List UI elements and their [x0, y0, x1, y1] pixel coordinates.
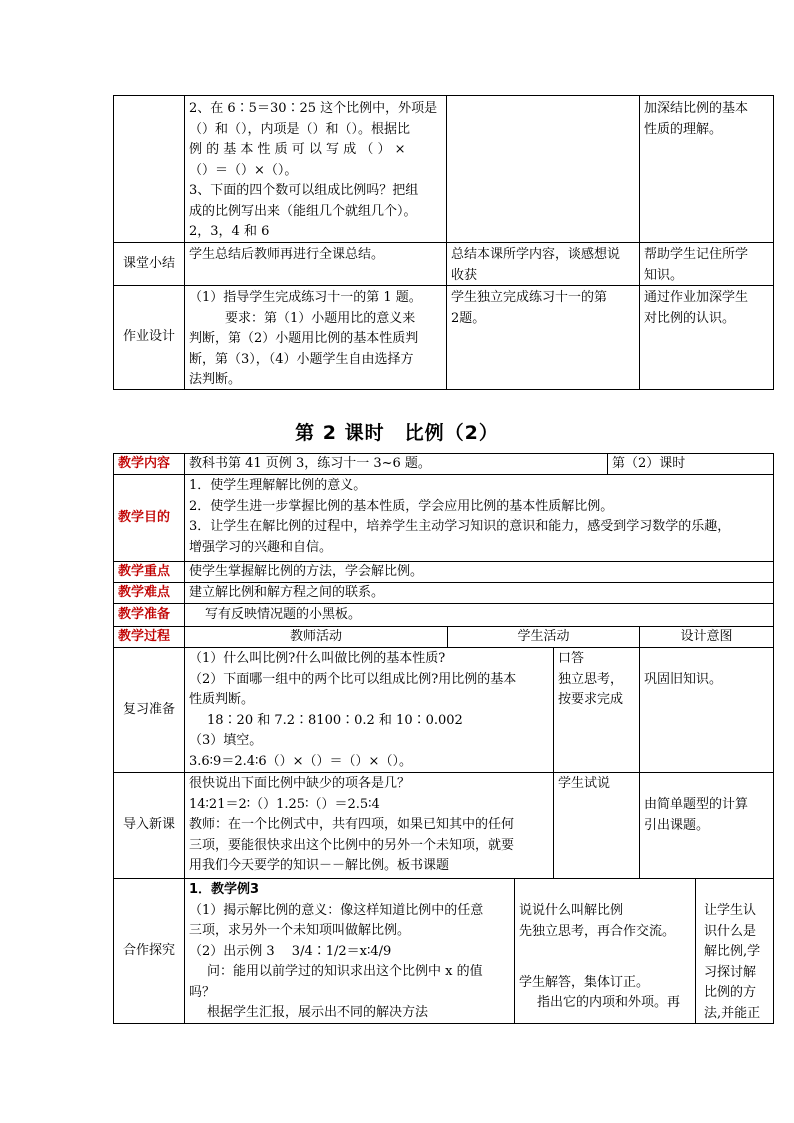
student-line: 学生试说 [558, 776, 611, 791]
intro-student [553, 772, 640, 879]
explore-teacher [184, 878, 515, 1024]
intent-line: 对比例的认识。 [644, 310, 736, 326]
homework-line: 法判断。 [189, 372, 242, 387]
prep-text [184, 603, 774, 627]
student-line: 2题。 [451, 310, 486, 326]
intent-line: 法,并能正 [704, 1005, 761, 1021]
explore-line [189, 880, 510, 901]
goal-line: 2．使学生进一步掌握比例的基本性质，学会应用比例的基本性质解比例。 [189, 498, 614, 514]
intro-line: 三项，要能很快求出这个比例中的另外一个未知项，就要 [189, 837, 515, 853]
student-line: 学生独立完成练习十一的第 [451, 290, 608, 305]
explore-label: 合作探究 [113, 878, 185, 1024]
goals-text [184, 474, 774, 562]
intent-line: 识什么是 [704, 923, 757, 939]
lesson-title: 第 2 课时 比例（2） [295, 422, 499, 444]
explore-line: （1）揭示解比例的意义：像这样知道比例中的任意 [189, 902, 484, 918]
student-line: 总结本课所学内容，谈感想说 [451, 247, 621, 262]
student-line: 说说什么叫解比例 [519, 903, 624, 918]
explore-intent [695, 878, 774, 1024]
review-line: （2）下面哪一组中的两个比可以组成比例?用比例的基本 [189, 671, 517, 687]
student-line: 指出它的内项和外项。再 [537, 995, 681, 1010]
explore-line: 根据学生汇报，展示出不同的解决方法 [207, 1005, 429, 1020]
homework-line: 要求：第（1）小题用比的意义来 [225, 310, 416, 326]
goal-line: 1．使学生理解解比例的意义。 [189, 478, 367, 493]
top-row1-intent [639, 95, 774, 243]
student-line: 先独立思考，再合作交流。 [519, 923, 676, 939]
summary-teacher-text: 学生总结后教师再进行全课总结。 [189, 247, 385, 262]
top-row1-line: 成的比例写出来（能组几个就组几个）。 [189, 203, 417, 219]
intent-line: 比例的方 [704, 985, 757, 1000]
explore-student [514, 878, 696, 1024]
intent-line: 解比例,学 [704, 944, 761, 959]
review-line: （1）什么叫比例?什么叫做比例的基本性质? [189, 651, 446, 666]
explore-line: 问：能用以前学过的知识求出这个比例中 x 的值 [207, 964, 483, 979]
intro-line: 很快说出下面比例中缺少的项各是几？ [189, 776, 411, 791]
content-text: 教科书第 41 页例 3，练习十一 3~6 题。 [184, 453, 608, 475]
intro-line: 14∶21＝2∶（）1.25∶（）＝2.5∶4 [189, 796, 380, 812]
homework-line: 判断，第（2）小题用比例的基本性质判 [189, 331, 419, 346]
prep-text-value: 写有反映情况题的小黑板。 [205, 606, 362, 622]
student-line: 独立思考， [558, 671, 624, 687]
explore-heading: 1．教学例3 [189, 882, 260, 897]
homework-line: 断，第（3），（4）小题学生自由选择方 [189, 351, 414, 367]
summary-label: 课堂小结 [113, 242, 185, 286]
intent-line: 性质的理解。 [644, 121, 723, 137]
intro-line: 用我们今天要学的知识－－解比例。板书课题 [189, 858, 450, 873]
process-teacher-header: 教师活动 [184, 626, 448, 648]
top-row1-student [446, 95, 640, 243]
review-line: （3）填空。 [189, 733, 263, 748]
difficulty-label: 教学难点 [113, 582, 185, 604]
top-row1-line: 2，3，4 和 6 [189, 224, 270, 239]
homework-student [446, 285, 640, 390]
top-row1-content [184, 95, 447, 243]
top-row1-line: （）和（），内项是（）和（）。根据比 [189, 121, 411, 137]
intent-line: 知识。 [644, 267, 684, 283]
content-label: 教学内容 [113, 453, 185, 475]
goal-line: 增强学习的兴趣和自信。 [189, 539, 333, 555]
homework-teacher [184, 285, 447, 390]
homework-label: 作业设计 [113, 285, 185, 390]
student-line: 口答 [558, 651, 585, 666]
intent-line: 通过作业加深学生 [644, 290, 749, 305]
key-text: 使学生掌握解比例的方法，学会解比例。 [184, 561, 774, 583]
intent-line: 习探讨解 [704, 964, 757, 980]
student-line: 学生解答，集体订正。 [519, 974, 650, 990]
homework-line: （1）指导学生完成练习十一的第 1 题。 [189, 290, 422, 305]
goals-label: 教学目的 [113, 474, 185, 562]
intro-intent [639, 772, 774, 879]
student-line [519, 942, 691, 963]
intent-line: 引出课题。 [644, 817, 710, 833]
summary-intent [639, 242, 774, 286]
key-label: 教学重点 [113, 561, 185, 583]
intent-line: 巩固旧知识。 [644, 672, 723, 687]
process-label: 教学过程 [113, 626, 185, 648]
student-line: 收获 [451, 267, 478, 283]
content-period: 第（2）课时 [607, 453, 774, 475]
summary-teacher [184, 242, 447, 286]
goal-line: 3．让学生在解比例的过程中，培养学生主动学习知识的意识和能力，感受到学习数学的乐趣， [189, 519, 731, 534]
intro-teacher [184, 772, 554, 879]
review-line: 3.6∶9＝2.4∶6（）×（）＝（）×（）。 [189, 753, 412, 769]
intent-line: 由简单题型的计算 [644, 797, 749, 812]
explore-line: （2）出示例 3 3/4∶1/2＝x∶4/9 [189, 943, 392, 959]
top-row1-line: 例 的 基 本 性 质 可 以 写 成 （ ） × [189, 142, 406, 157]
top-row1-line: （）＝（）×（）。 [189, 162, 298, 178]
intent-line: 加深结比例的基本 [644, 101, 749, 116]
explore-line: 三项，求另外一个未知项叫做解比例。 [189, 923, 411, 938]
difficulty-text: 建立解比例和解方程之间的联系。 [184, 582, 774, 604]
homework-intent [639, 285, 774, 390]
process-student-header: 学生活动 [447, 626, 640, 648]
top-row1-line: 2、在 6∶5＝30∶25 这个比例中，外项是 [189, 101, 438, 116]
student-line: 按要求完成 [558, 692, 624, 707]
summary-student [446, 242, 640, 286]
review-teacher [184, 647, 554, 773]
explore-line: 吗？ [189, 984, 216, 1000]
review-student [553, 647, 640, 773]
intro-line: 教师：在一个比例式中，共有四项，如果已知其中的任何 [189, 817, 515, 832]
top-row1-line: 3、下面的四个数可以组成比例吗？把组 [189, 183, 419, 198]
review-intent [639, 647, 774, 773]
intent-line: 帮助学生记住所学 [644, 247, 749, 262]
intent-line: 让学生认 [704, 903, 757, 918]
prep-label: 教学准备 [113, 603, 185, 627]
process-intent-header: 设计意图 [639, 626, 774, 648]
top-row1-label [113, 95, 185, 243]
review-line: 18∶20 和 7.2∶8100∶0.2 和 10∶0.002 [207, 712, 463, 728]
review-label: 复习准备 [113, 647, 185, 773]
review-line: 性质判断。 [189, 692, 255, 707]
intro-label: 导入新课 [113, 772, 185, 879]
